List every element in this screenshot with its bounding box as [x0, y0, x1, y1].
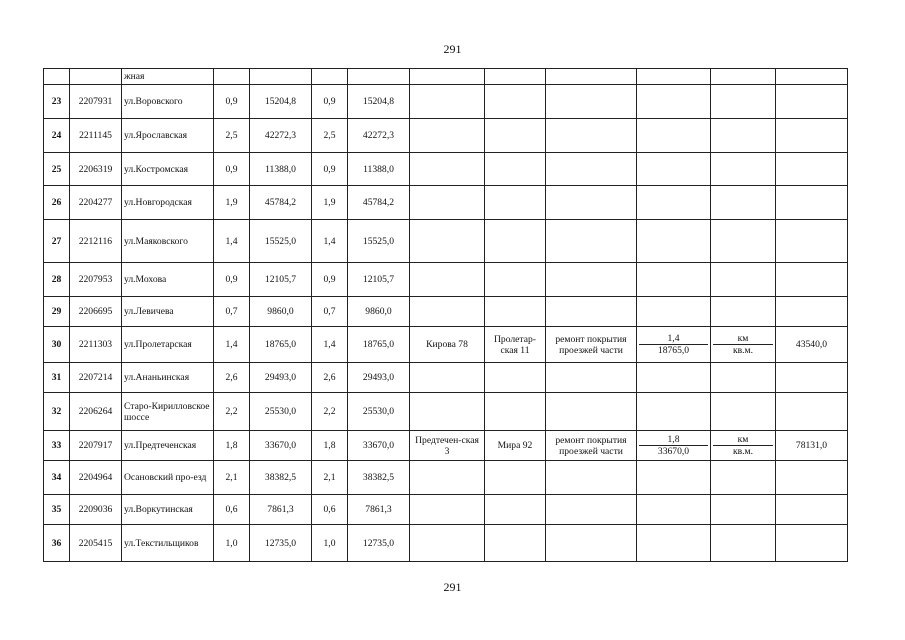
- area-repair: 12105,7: [348, 263, 410, 297]
- empty-cell: [637, 461, 711, 495]
- table-row: [44, 363, 848, 393]
- street-name: ул.Воровского: [122, 85, 214, 119]
- area-repair: 12735,0: [348, 525, 410, 562]
- empty-cell: [711, 220, 776, 263]
- work-unit: [711, 431, 776, 461]
- empty-cell: [637, 525, 711, 562]
- work-unit-part: кв.м.: [713, 344, 773, 356]
- street-name: ул.Пролетарская: [122, 327, 214, 363]
- table-row: [44, 263, 848, 297]
- work-quantity: [637, 327, 711, 363]
- length-total: 1,4: [214, 220, 250, 263]
- street-name: ул.Новгородская: [122, 186, 214, 220]
- roads-table: [43, 68, 848, 562]
- length-total: 0,9: [214, 85, 250, 119]
- area-total: 25530,0: [250, 393, 312, 431]
- empty-cell: [546, 525, 637, 562]
- empty-cell: [410, 220, 485, 263]
- length-total: 0,6: [214, 495, 250, 525]
- street-name: ул.Текстильщиков: [122, 525, 214, 562]
- area-repair: 18765,0: [348, 327, 410, 363]
- empty-cell: [546, 220, 637, 263]
- road-code: 2207214: [70, 363, 122, 393]
- table-row: [44, 85, 848, 119]
- area-repair: 29493,0: [348, 363, 410, 393]
- length-repair: 1,8: [312, 431, 348, 461]
- empty-cell: [637, 69, 711, 85]
- empty-cell: [546, 186, 637, 220]
- length-total: 1,0: [214, 525, 250, 562]
- area-repair: 33670,0: [348, 431, 410, 461]
- section-to: Мира 92: [485, 431, 546, 461]
- empty-cell: [776, 220, 848, 263]
- road-code: 2212116: [70, 220, 122, 263]
- empty-cell: [485, 263, 546, 297]
- empty-cell: [348, 69, 410, 85]
- empty-cell: [546, 153, 637, 186]
- row-number: 25: [44, 153, 70, 186]
- area-repair: 15525,0: [348, 220, 410, 263]
- street-name: ул.Маяковского: [122, 220, 214, 263]
- road-code: 2206264: [70, 393, 122, 431]
- empty-cell: [546, 119, 637, 153]
- empty-cell: [410, 525, 485, 562]
- area-total: 12105,7: [250, 263, 312, 297]
- empty-cell: [711, 393, 776, 431]
- empty-cell: [637, 393, 711, 431]
- road-code: 2204964: [70, 461, 122, 495]
- length-repair: 0,6: [312, 495, 348, 525]
- length-total: 0,9: [214, 263, 250, 297]
- empty-cell: [410, 297, 485, 327]
- empty-cell: [485, 69, 546, 85]
- empty-cell: [44, 69, 70, 85]
- empty-cell: [711, 363, 776, 393]
- area-repair: 9860,0: [348, 297, 410, 327]
- empty-cell: [776, 69, 848, 85]
- empty-cell: [546, 69, 637, 85]
- empty-cell: [485, 153, 546, 186]
- area-total: 33670,0: [250, 431, 312, 461]
- road-code: 2211303: [70, 327, 122, 363]
- empty-cell: [485, 85, 546, 119]
- length-repair: 0,7: [312, 297, 348, 327]
- empty-cell: [485, 119, 546, 153]
- row-number: 27: [44, 220, 70, 263]
- area-total: 29493,0: [250, 363, 312, 393]
- street-name: Старо-Кирилловское шоссе: [122, 393, 214, 431]
- area-repair: 38382,5: [348, 461, 410, 495]
- empty-cell: [410, 153, 485, 186]
- street-name: ул.Левичева: [122, 297, 214, 327]
- length-repair: 2,6: [312, 363, 348, 393]
- work-unit-part: км: [737, 434, 749, 445]
- length-total: 2,5: [214, 119, 250, 153]
- length-repair: 1,4: [312, 327, 348, 363]
- length-repair: 0,9: [312, 85, 348, 119]
- empty-cell: [485, 461, 546, 495]
- empty-cell: [637, 220, 711, 263]
- empty-cell: [485, 525, 546, 562]
- empty-cell: [776, 525, 848, 562]
- empty-cell: [410, 393, 485, 431]
- area-repair: 15204,8: [348, 85, 410, 119]
- empty-cell: [711, 263, 776, 297]
- empty-cell: [485, 495, 546, 525]
- empty-cell: [711, 69, 776, 85]
- length-total: 2,1: [214, 461, 250, 495]
- length-repair: 0,9: [312, 153, 348, 186]
- empty-cell: [776, 495, 848, 525]
- table-row: [44, 297, 848, 327]
- empty-cell: [637, 186, 711, 220]
- street-name: ул.Предтеченская: [122, 431, 214, 461]
- road-code: 2207953: [70, 263, 122, 297]
- empty-cell: [410, 85, 485, 119]
- empty-cell: [485, 220, 546, 263]
- road-code: 2211145: [70, 119, 122, 153]
- row-number: 31: [44, 363, 70, 393]
- empty-cell: [776, 393, 848, 431]
- empty-cell: [711, 153, 776, 186]
- empty-cell: [711, 186, 776, 220]
- empty-cell: [485, 297, 546, 327]
- table-row: [44, 431, 848, 461]
- length-repair: 0,9: [312, 263, 348, 297]
- work-quantity: [637, 431, 711, 461]
- work-cost: 78131,0: [776, 431, 848, 461]
- empty-cell: [776, 119, 848, 153]
- area-repair: 42272,3: [348, 119, 410, 153]
- work-unit-part: кв.м.: [713, 445, 773, 457]
- page-number-bottom: 291: [443, 580, 462, 594]
- row-number: 36: [44, 525, 70, 562]
- empty-cell: [776, 297, 848, 327]
- empty-cell: [711, 85, 776, 119]
- empty-cell: [711, 297, 776, 327]
- street-name: ул.Мохова: [122, 263, 214, 297]
- page-number-top: 291: [443, 42, 462, 56]
- table-row: [44, 461, 848, 495]
- empty-cell: [637, 363, 711, 393]
- empty-cell: [776, 186, 848, 220]
- empty-cell: [546, 461, 637, 495]
- street-cell: жная: [122, 69, 214, 85]
- road-code: 2206319: [70, 153, 122, 186]
- table-row: [44, 393, 848, 431]
- work-unit-part: км: [737, 333, 749, 344]
- section-from: Предтечен-ская 3: [410, 431, 485, 461]
- empty-cell: [546, 393, 637, 431]
- table-row: [44, 220, 848, 263]
- length-repair: 1,0: [312, 525, 348, 562]
- table-row: [44, 186, 848, 220]
- road-code: 2205415: [70, 525, 122, 562]
- area-total: 38382,5: [250, 461, 312, 495]
- row-number: 28: [44, 263, 70, 297]
- empty-cell: [711, 495, 776, 525]
- area-total: 15525,0: [250, 220, 312, 263]
- road-code: 2207931: [70, 85, 122, 119]
- road-code: 2207917: [70, 431, 122, 461]
- empty-cell: [637, 495, 711, 525]
- table-row: [44, 327, 848, 363]
- empty-cell: [776, 85, 848, 119]
- empty-cell: [312, 69, 348, 85]
- area-repair: 11388,0: [348, 153, 410, 186]
- street-name: ул.Ярославская: [122, 119, 214, 153]
- empty-cell: [410, 263, 485, 297]
- length-total: 2,2: [214, 393, 250, 431]
- work-type: ремонт покрытия проезжей части: [546, 431, 637, 461]
- area-total: 7861,3: [250, 495, 312, 525]
- empty-cell: [410, 495, 485, 525]
- length-repair: 2,1: [312, 461, 348, 495]
- empty-cell: [410, 119, 485, 153]
- row-number: 35: [44, 495, 70, 525]
- length-repair: 1,4: [312, 220, 348, 263]
- empty-cell: [776, 263, 848, 297]
- area-repair: 25530,0: [348, 393, 410, 431]
- row-number: 34: [44, 461, 70, 495]
- empty-cell: [776, 153, 848, 186]
- row-number: 29: [44, 297, 70, 327]
- work-unit: [711, 327, 776, 363]
- empty-cell: [410, 461, 485, 495]
- table-body: [44, 69, 848, 562]
- empty-cell: [410, 186, 485, 220]
- table-row: [44, 525, 848, 562]
- work-type: ремонт покрытия проезжей части: [546, 327, 637, 363]
- length-repair: 2,5: [312, 119, 348, 153]
- table-row-continuation: [44, 69, 848, 85]
- empty-cell: [546, 85, 637, 119]
- empty-cell: [711, 119, 776, 153]
- area-total: 11388,0: [250, 153, 312, 186]
- street-name: ул.Воркутинская: [122, 495, 214, 525]
- empty-cell: [776, 363, 848, 393]
- area-total: 42272,3: [250, 119, 312, 153]
- empty-cell: [485, 393, 546, 431]
- length-total: 1,9: [214, 186, 250, 220]
- empty-cell: [637, 297, 711, 327]
- area-total: 12735,0: [250, 525, 312, 562]
- row-number: 24: [44, 119, 70, 153]
- table-row: [44, 153, 848, 186]
- section-to: Пролетар-ская 11: [485, 327, 546, 363]
- empty-cell: [546, 263, 637, 297]
- empty-cell: [637, 153, 711, 186]
- empty-cell: [546, 297, 637, 327]
- road-code: 2204277: [70, 186, 122, 220]
- empty-cell: [776, 461, 848, 495]
- empty-cell: [410, 69, 485, 85]
- length-total: 2,6: [214, 363, 250, 393]
- area-repair: 7861,3: [348, 495, 410, 525]
- work-quantity-part: 1,8: [667, 434, 680, 445]
- empty-cell: [546, 495, 637, 525]
- work-cost: 43540,0: [776, 327, 848, 363]
- work-quantity-part: 33670,0: [639, 445, 708, 457]
- length-repair: 2,2: [312, 393, 348, 431]
- empty-cell: [214, 69, 250, 85]
- area-total: 18765,0: [250, 327, 312, 363]
- work-quantity-part: 18765,0: [639, 344, 708, 356]
- empty-cell: [711, 525, 776, 562]
- row-number: 30: [44, 327, 70, 363]
- area-total: 45784,2: [250, 186, 312, 220]
- section-from: Кирова 78: [410, 327, 485, 363]
- table-row: [44, 119, 848, 153]
- road-code: 2206695: [70, 297, 122, 327]
- length-total: 0,7: [214, 297, 250, 327]
- area-total: 9860,0: [250, 297, 312, 327]
- road-code: 2209036: [70, 495, 122, 525]
- street-name: Осановский про-езд: [122, 461, 214, 495]
- area-repair: 45784,2: [348, 186, 410, 220]
- empty-cell: [250, 69, 312, 85]
- empty-cell: [546, 363, 637, 393]
- row-number: 23: [44, 85, 70, 119]
- length-total: 1,8: [214, 431, 250, 461]
- row-number: 33: [44, 431, 70, 461]
- empty-cell: [637, 119, 711, 153]
- row-number: 32: [44, 393, 70, 431]
- table-row: [44, 495, 848, 525]
- row-number: 26: [44, 186, 70, 220]
- length-total: 0,9: [214, 153, 250, 186]
- empty-cell: [70, 69, 122, 85]
- empty-cell: [637, 85, 711, 119]
- empty-cell: [410, 363, 485, 393]
- work-quantity-part: 1,4: [667, 333, 680, 344]
- street-name: ул.Ананьинская: [122, 363, 214, 393]
- area-total: 15204,8: [250, 85, 312, 119]
- empty-cell: [711, 461, 776, 495]
- empty-cell: [485, 363, 546, 393]
- empty-cell: [637, 263, 711, 297]
- length-total: 1,4: [214, 327, 250, 363]
- empty-cell: [485, 186, 546, 220]
- street-name: ул.Костромская: [122, 153, 214, 186]
- length-repair: 1,9: [312, 186, 348, 220]
